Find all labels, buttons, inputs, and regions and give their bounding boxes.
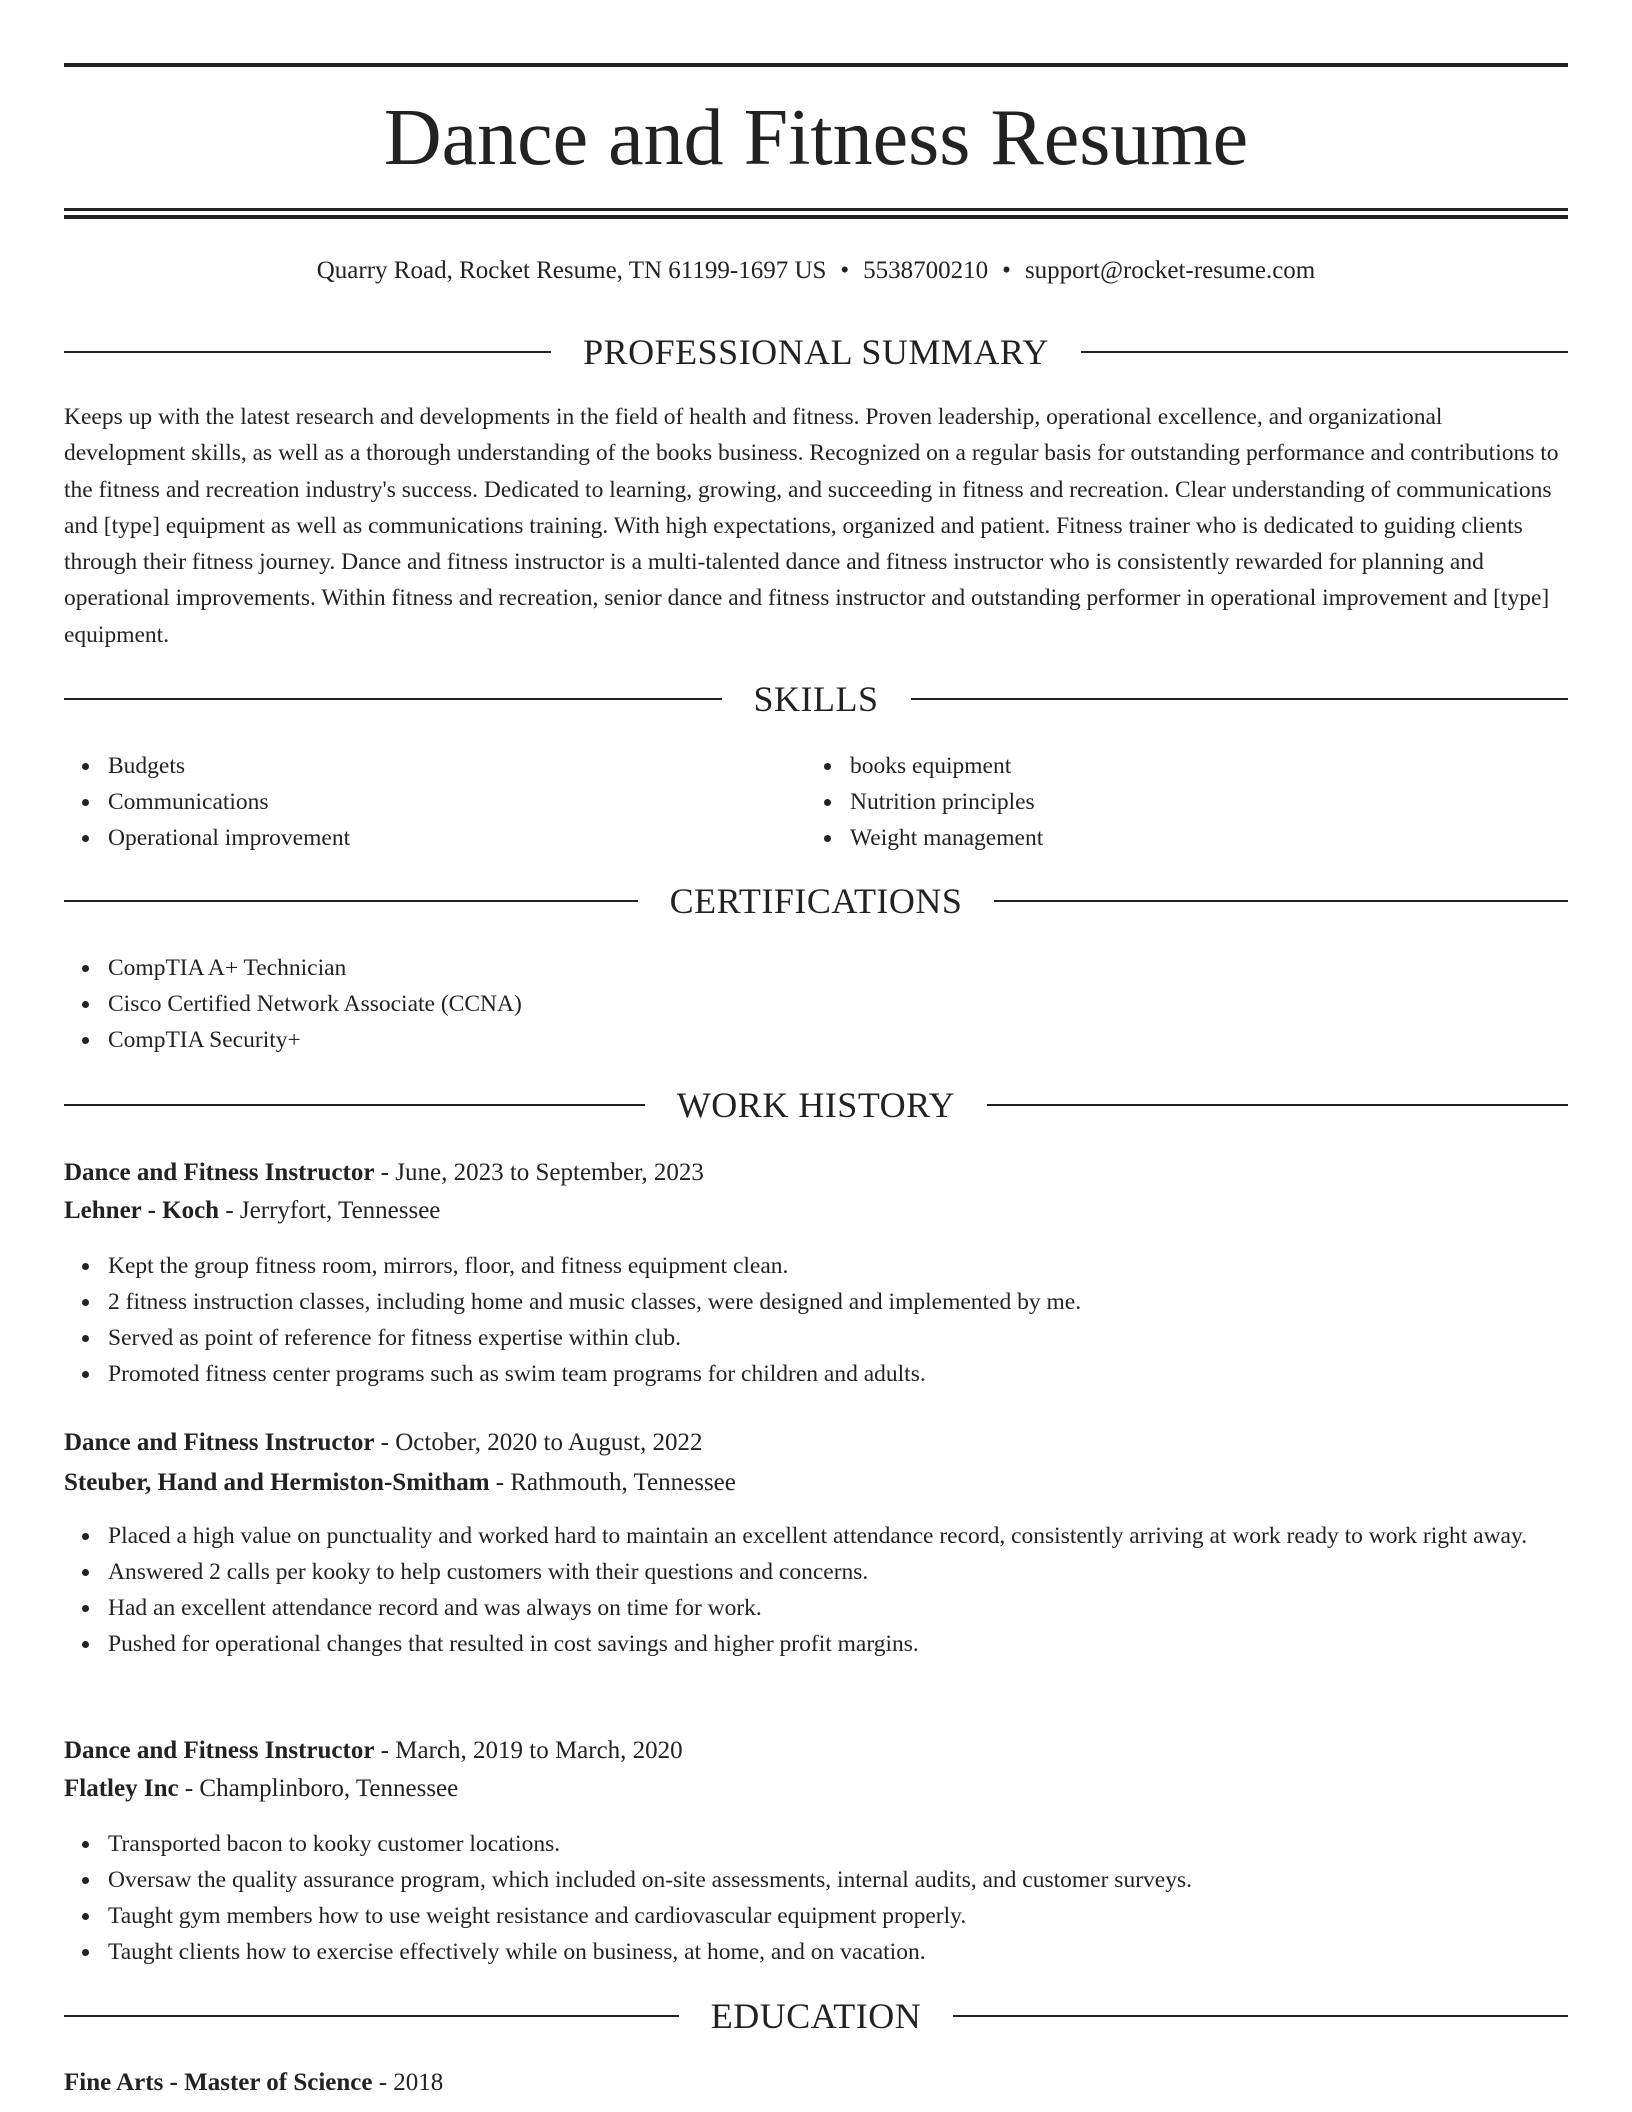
contact-address: Quarry Road, Rocket Resume, TN 61199-1697 US [316,257,827,284]
job-bullet: Kept the group fitness room, mirrors, floor, and fitness equipment clean. [108,1248,1568,1284]
job-title-line [64,1155,1568,1191]
job-company-line [64,1771,1568,1807]
heading-rule [64,351,551,353]
job-title-line [64,1733,1568,1769]
certifications-list [64,950,1568,1058]
section-heading-label: SKILLS [753,679,879,719]
contact-phone: 5538700210 [863,257,989,284]
heading-rule [987,1104,1568,1106]
job-company-line [64,1465,1568,1501]
skill-item: Communications [108,784,808,820]
heading-rule [64,2015,679,2017]
title-rule-upper [64,208,1568,211]
resume-title: Dance and Fitness Resume [383,94,1249,182]
title-rule-lower [64,215,1568,219]
job-bullets [64,1826,1568,1970]
heading-rule [953,2015,1568,2017]
job-bullet: Pushed for operational changes that resulted in cost savings and higher profit margins. [108,1626,1568,1662]
job-bullet: Transported bacon to kooky customer locations. [108,1826,1568,1862]
education-entry [64,2065,1568,2101]
heading-rule [994,900,1568,902]
job-bullet: Answered 2 calls per kooky to help customers with their questions and concerns. [108,1554,1568,1590]
job-company: Lehner - Koch [64,1197,220,1224]
job-location: - Jerryfort, Tennessee [219,1197,441,1224]
certification-item: Cisco Certified Network Associate (CCNA) [108,986,1568,1022]
heading-rule [1081,351,1568,353]
contact-line [64,254,1568,288]
heading-rule [64,900,638,902]
heading-rule [911,698,1569,700]
section-heading-education [64,1994,1568,2038]
skill-item: Operational improvement [108,820,808,856]
skills-list-left [64,748,808,856]
skill-item: Nutrition principles [850,784,1550,820]
certification-item: CompTIA A+ Technician [108,950,1568,986]
section-heading-label: CERTIFICATIONS [669,881,963,921]
heading-rule [64,698,722,700]
job-dates: - June, 2023 to September, 2023 [374,1159,704,1186]
heading-rule [64,1104,645,1106]
skills-list-right [806,748,1550,856]
job-bullet: Oversaw the quality assurance program, which included on-site assessments, internal audits, and customer surveys. [108,1862,1568,1898]
job-title: Dance and Fitness Instructor [64,1159,375,1186]
job-bullet: 2 fitness instruction classes, including home and music classes, were designed and implemented by me. [108,1284,1568,1320]
job-location: - Champlinboro, Tennessee [178,1775,459,1802]
job-title-line [64,1425,1568,1461]
contact-separator: • [840,257,850,284]
section-heading-certifications [64,879,1568,923]
job-bullet: Taught clients how to exercise effectively while on business, at home, and on vacation. [108,1934,1568,1970]
education-year: - 2018 [372,2069,444,2096]
section-heading-summary [64,330,1568,374]
certification-item: CompTIA Security+ [108,1022,1568,1058]
summary-paragraph: Keeps up with the latest research and developments in the field of health and fitness. Proven leadership, operational excellence, and organizational development skills, as well as a thorough understanding of the books business. Recognized on a regular basis for outstanding performance and contributions to the fitness and recreation industry's success. Dedicated to learning, growing, and succeeding in fitness and recreation. Clear understanding of communications and [type] equipment as well as communications training. With high expectations, organized and patient. Fitness trainer who is dedicated to guiding clients through their fitness journey. Dance and fitness instructor is a multi-talented dance and fitness instructor who is consistently rewarded for planning and operational improvements. Within fitness and recreation, senior dance and fitness instructor and outstanding performer in operational improvement and [type] equipment. [64,404,1559,648]
section-heading-skills [64,677,1568,721]
skill-item: books equipment [850,748,1550,784]
contact-separator: • [1002,257,1011,284]
skill-item: Budgets [108,748,808,784]
section-heading-label: EDUCATION [710,1996,922,2036]
job-bullet: Had an excellent attendance record and was always on time for work. [108,1590,1568,1626]
section-heading-work-history [64,1083,1568,1127]
section-heading-label: PROFESSIONAL SUMMARY [583,332,1049,372]
job-dates: - March, 2019 to March, 2020 [374,1737,683,1764]
top-rule [64,63,1568,67]
contact-email: support@rocket-resume.com [1024,257,1316,284]
education-degree: Fine Arts - Master of Science [64,2069,373,2096]
job-company: Flatley Inc [64,1775,179,1802]
job-bullet: Placed a high value on punctuality and worked hard to maintain an excellent attendance record, consistently arriving at work ready to work right away. [108,1518,1568,1554]
job-bullet: Served as point of reference for fitness expertise within club. [108,1320,1568,1356]
job-company: Steuber, Hand and Hermiston-Smitham [64,1469,490,1496]
job-bullets [64,1248,1568,1392]
job-bullet: Promoted fitness center programs such as swim team programs for children and adults. [108,1356,1568,1392]
skill-item: Weight management [850,820,1550,856]
job-bullets [64,1518,1568,1662]
job-bullet: Taught gym members how to use weight resistance and cardiovascular equipment properly. [108,1898,1568,1934]
section-heading-label: WORK HISTORY [676,1085,956,1125]
job-company-line [64,1193,1568,1229]
job-title: Dance and Fitness Instructor [64,1429,375,1456]
job-dates: - October, 2020 to August, 2022 [374,1429,703,1456]
job-location: - Rathmouth, Tennessee [489,1469,736,1496]
job-title: Dance and Fitness Instructor [64,1737,375,1764]
